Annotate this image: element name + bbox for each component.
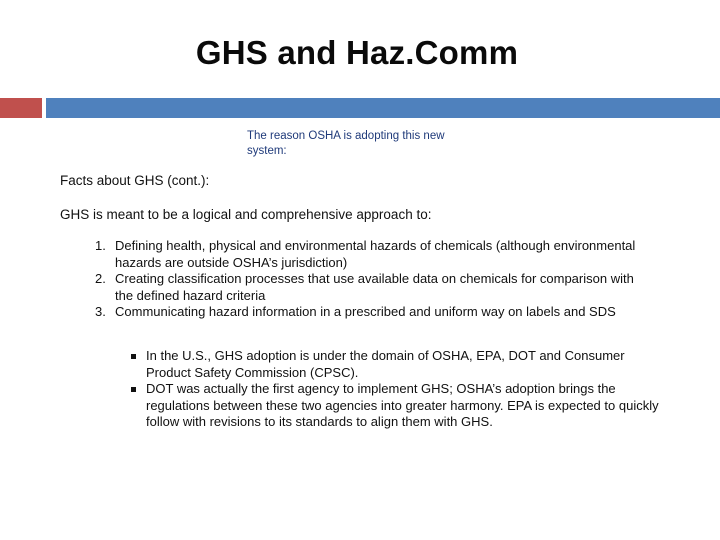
bullet-text: In the U.S., GHS adoption is under the domain of OSHA, EPA, DOT and Consumer Product Safety Commission (CPSC). [146, 348, 625, 380]
item-number: 2. [95, 271, 106, 286]
item-text: Communicating hazard information in a prescribed and uniform way on labels and SDS [115, 304, 616, 319]
bullet-text: DOT was actually the first agency to implement GHS; OSHA’s adoption brings the regulations between these two agencies into greater harmony. EPA is expected to quickly follow with revisions to its standards to align them with GHS. [146, 381, 659, 429]
facts-heading: Facts about GHS (cont.): [60, 173, 210, 188]
intro-text: GHS is meant to be a logical and comprehensive approach to: [60, 207, 432, 222]
square-bullet-icon [131, 354, 136, 359]
item-text: Defining health, physical and environmental hazards of chemicals (although environmental hazards are outside OSHA’s jurisdiction) [115, 238, 636, 270]
bullet-list [131, 348, 661, 431]
bullet-item [131, 381, 661, 431]
bullet-item [131, 348, 661, 381]
reason-note: The reason OSHA is adopting this new system: [247, 130, 445, 157]
item-number: 3. [95, 304, 106, 319]
numbered-list [95, 238, 655, 321]
title-accent-bar [0, 98, 42, 118]
title-underline-bar [46, 98, 720, 118]
square-bullet-icon [131, 387, 136, 392]
list-item [95, 238, 655, 271]
slide-title: GHS and Haz.Comm [195, 34, 519, 71]
item-text: Creating classification processes that use available data on chemicals for comparison with the defined hazard criteria [115, 271, 634, 303]
list-item [95, 271, 655, 304]
item-number: 1. [95, 238, 106, 253]
list-item [95, 304, 655, 321]
